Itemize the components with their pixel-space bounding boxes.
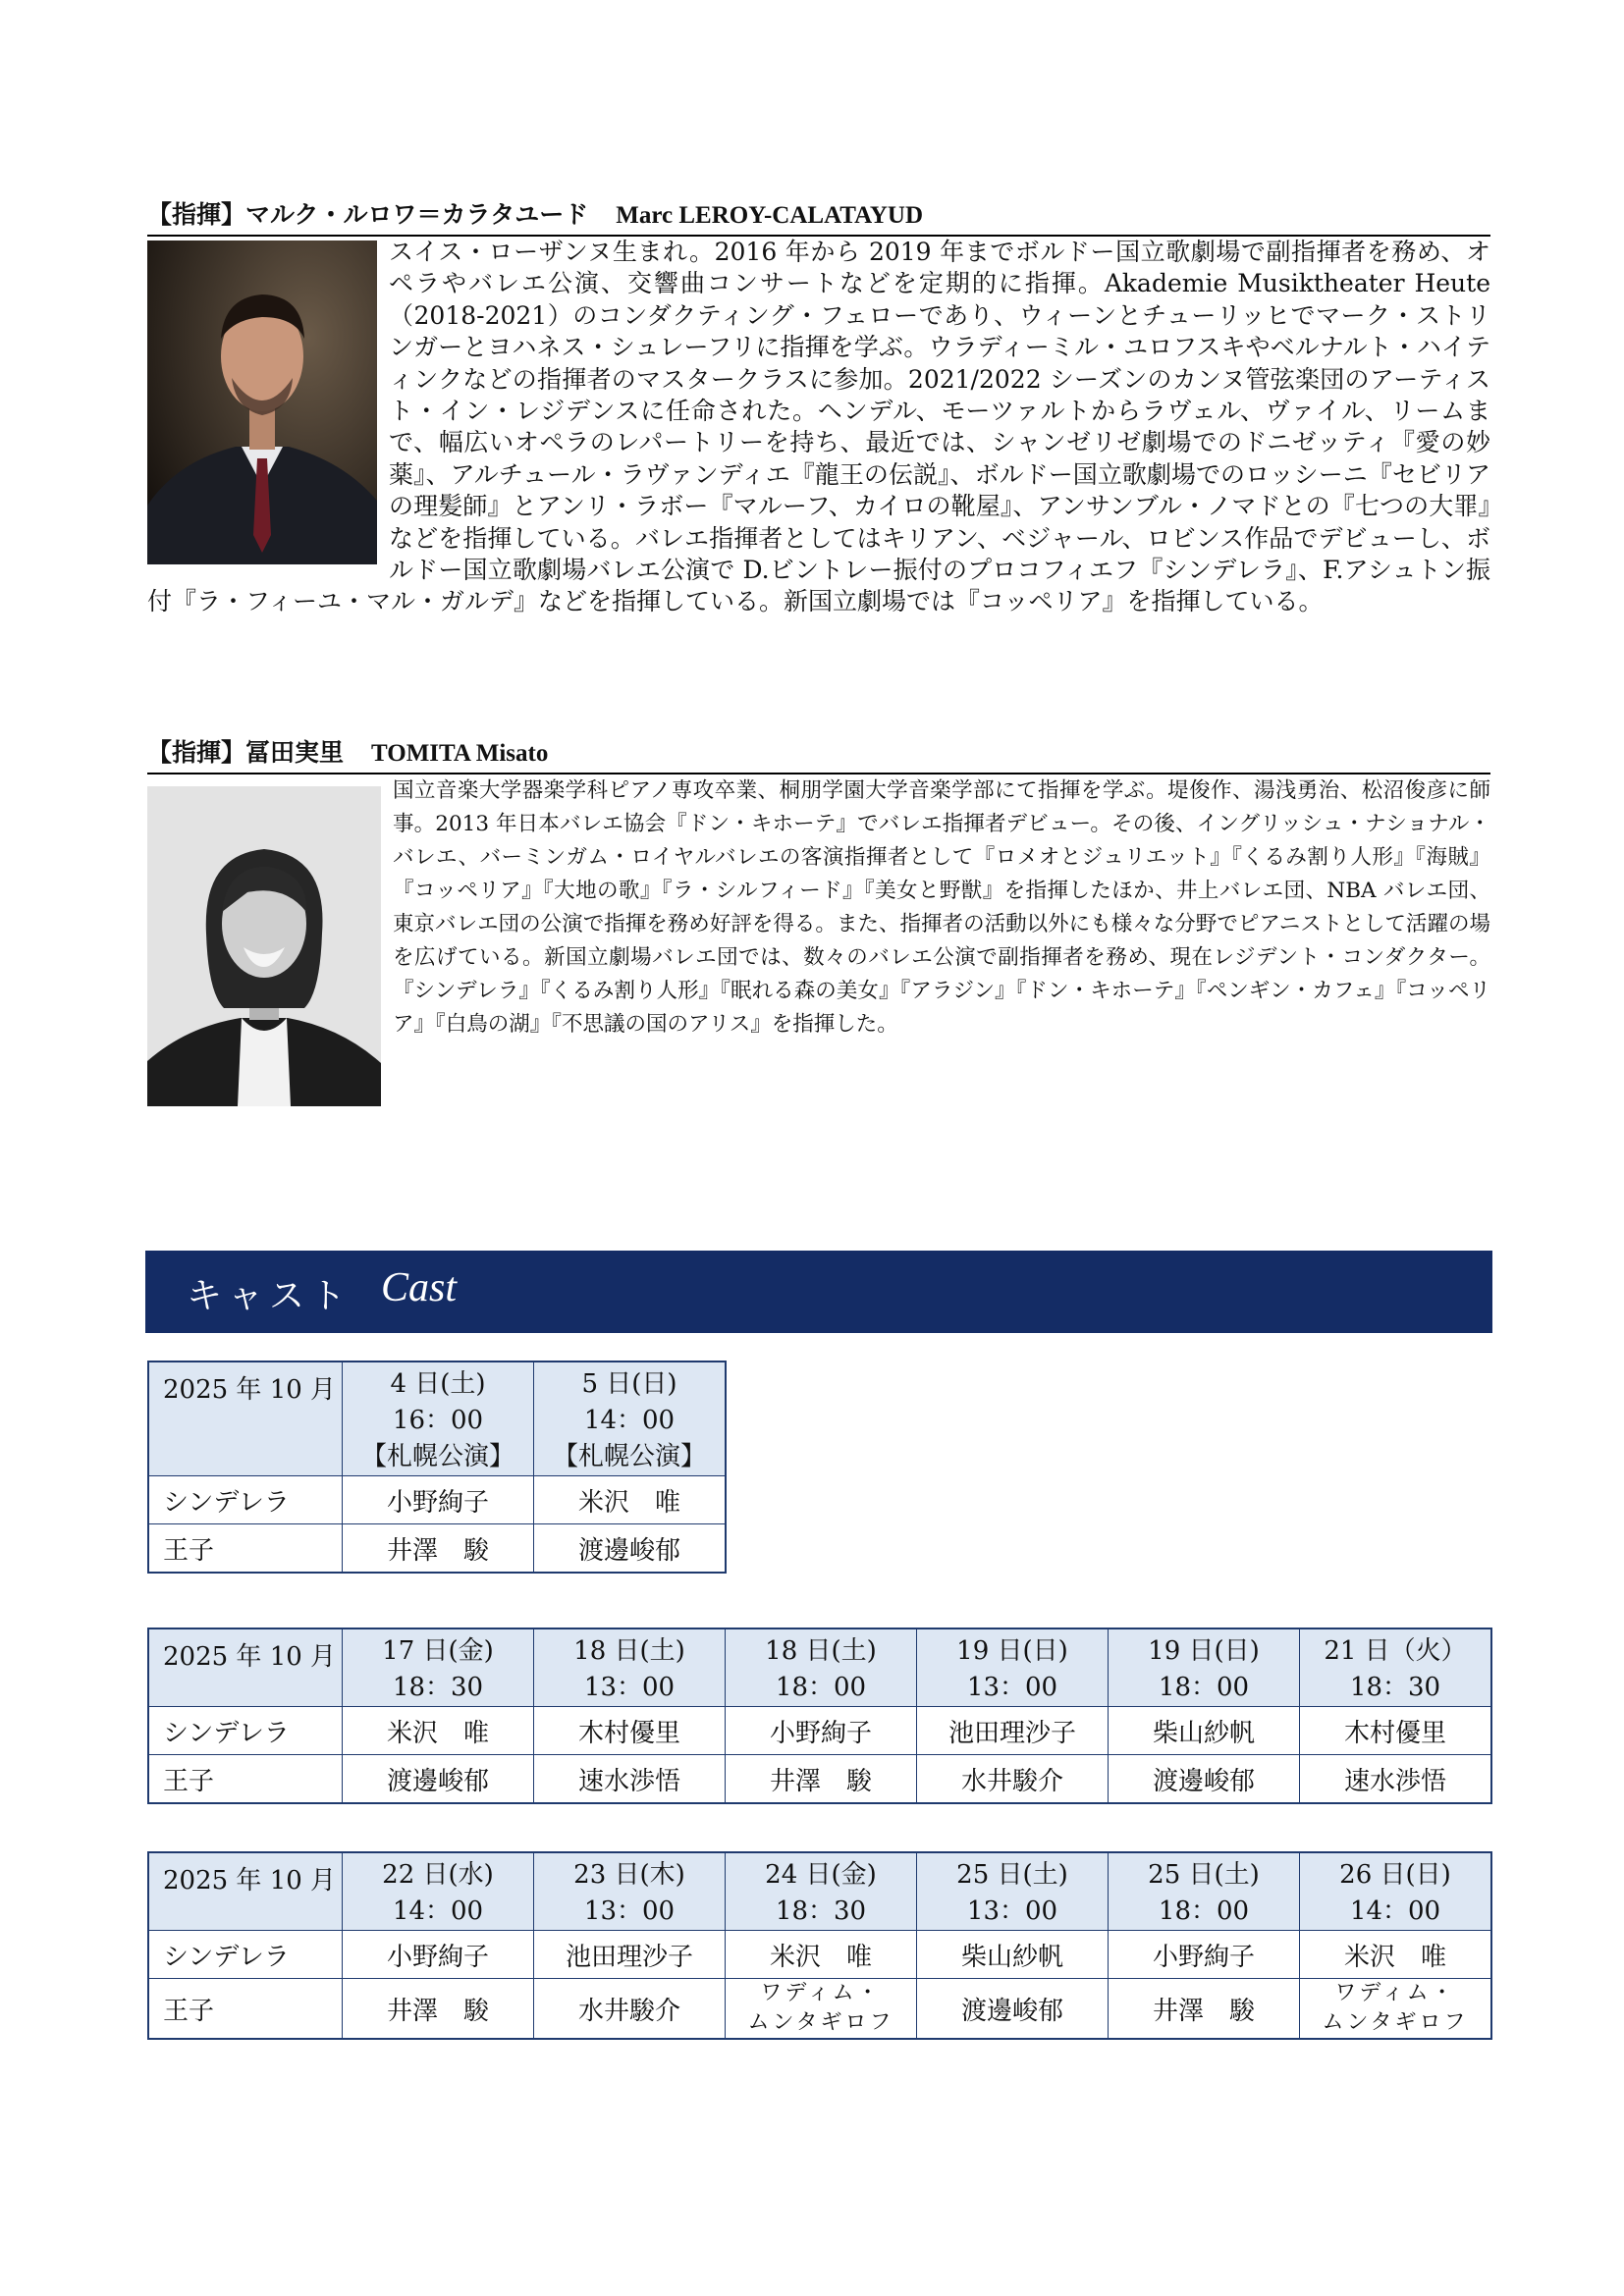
dancer-name: 米沢 唯 bbox=[534, 1476, 727, 1524]
dancer-name: 小野絢子 bbox=[726, 1707, 917, 1755]
performance-time: 18：00 bbox=[1158, 1896, 1250, 1926]
dancer-name: 小野絢子 bbox=[343, 1931, 534, 1979]
performance-day: 18 日(土) bbox=[573, 1636, 685, 1666]
performance-date bbox=[343, 1629, 534, 1707]
cast-table-header-row bbox=[148, 1629, 1491, 1707]
dancer-name: 水井駿介 bbox=[917, 1755, 1109, 1804]
performance-time: 18：00 bbox=[1158, 1673, 1250, 1702]
role-name: 王子 bbox=[148, 1755, 343, 1804]
month-label: 2025 年 10 月 bbox=[148, 1629, 343, 1707]
dancer-name-part: ワディム・ bbox=[760, 1981, 882, 2005]
month-label: 2025 年 10 月 bbox=[148, 1852, 343, 1931]
performance-day: 19 日(日) bbox=[956, 1636, 1068, 1666]
dancer-name: 木村優里 bbox=[534, 1707, 726, 1755]
performance-date bbox=[917, 1852, 1109, 1931]
role-name: シンデレラ bbox=[148, 1931, 343, 1979]
dancer-name bbox=[726, 1979, 917, 2040]
dancer-name: 小野絢子 bbox=[343, 1476, 534, 1524]
dancer-name: 速水渉悟 bbox=[1300, 1755, 1492, 1804]
conductor-bio-leroy bbox=[147, 200, 1490, 618]
cinderella-row bbox=[148, 1476, 726, 1524]
dancer-name: 井澤 駿 bbox=[343, 1524, 534, 1574]
dancer-name: 渡邊峻郁 bbox=[917, 1979, 1109, 2040]
performance-time: 18：30 bbox=[392, 1673, 484, 1702]
performance-day: 24 日(金) bbox=[765, 1860, 877, 1890]
performance-date bbox=[343, 1852, 534, 1931]
performance-day: 4 日(土) bbox=[390, 1369, 486, 1399]
dancer-name: 渡邊峻郁 bbox=[1109, 1755, 1300, 1804]
performance-date bbox=[534, 1852, 726, 1931]
cast-table-header-row bbox=[148, 1852, 1491, 1931]
conductor-name-jp: 冨田実里 bbox=[245, 738, 345, 767]
prince-row bbox=[148, 1979, 1491, 2040]
cinderella-row bbox=[148, 1931, 1491, 1979]
dancer-name: 渡邊峻郁 bbox=[534, 1524, 727, 1574]
performance-day: 23 日(木) bbox=[573, 1860, 685, 1890]
dancer-name: 渡邊峻郁 bbox=[343, 1755, 534, 1804]
conductor-name-jp: マルク・ルロワ＝カラタユード bbox=[245, 200, 589, 229]
role-name: シンデレラ bbox=[148, 1476, 343, 1524]
conductor-photo bbox=[147, 786, 381, 1106]
role-name: 王子 bbox=[148, 1979, 343, 2040]
dancer-name-part: ムンタギロフ bbox=[747, 2010, 894, 2035]
performance-day: 21 日（火） bbox=[1324, 1636, 1467, 1666]
performance-time: 18：00 bbox=[775, 1673, 867, 1702]
role-name: 王子 bbox=[148, 1524, 343, 1574]
performance-time: 13：00 bbox=[583, 1673, 676, 1702]
performance-time: 14：00 bbox=[583, 1406, 676, 1435]
prince-row bbox=[148, 1524, 726, 1574]
performance-note: 【札幌公演】 bbox=[360, 1442, 514, 1471]
role-label: 【指揮】 bbox=[147, 200, 246, 229]
performance-time: 18：30 bbox=[1349, 1673, 1441, 1702]
conductor-heading bbox=[147, 200, 1490, 237]
performance-date bbox=[917, 1629, 1109, 1707]
performance-time: 13：00 bbox=[583, 1896, 676, 1926]
dancer-name: 池田理沙子 bbox=[534, 1931, 726, 1979]
performance-day: 5 日(日) bbox=[581, 1369, 677, 1399]
performance-day: 22 日(水) bbox=[382, 1860, 494, 1890]
cast-title-en: Cast bbox=[381, 1265, 458, 1310]
cast-title-jp: キャスト bbox=[187, 1276, 352, 1316]
performance-date bbox=[1300, 1629, 1492, 1707]
conductor-photo bbox=[147, 240, 377, 564]
cinderella-row bbox=[148, 1707, 1491, 1755]
dancer-name: 柴山紗帆 bbox=[917, 1931, 1109, 1979]
role-label: 【指揮】 bbox=[147, 738, 246, 767]
role-name: シンデレラ bbox=[148, 1707, 343, 1755]
conductor-name-en: TOMITA Misato bbox=[371, 740, 549, 767]
dancer-name bbox=[1300, 1979, 1492, 2040]
dancer-name: 木村優里 bbox=[1300, 1707, 1492, 1755]
conductor-bio-tomita bbox=[147, 738, 1490, 1106]
performance-time: 18：30 bbox=[775, 1896, 867, 1926]
performance-time: 13：00 bbox=[966, 1673, 1058, 1702]
conductor-name-en: Marc LEROY-CALATAYUD bbox=[616, 202, 924, 229]
dancer-name: 井澤 駿 bbox=[726, 1755, 917, 1804]
performance-date bbox=[343, 1362, 534, 1476]
performance-day: 25 日(土) bbox=[1148, 1860, 1260, 1890]
dancer-name: 米沢 唯 bbox=[1300, 1931, 1492, 1979]
performance-time: 13：00 bbox=[966, 1896, 1058, 1926]
performance-date bbox=[1109, 1852, 1300, 1931]
dancer-name: 米沢 唯 bbox=[343, 1707, 534, 1755]
performance-date bbox=[534, 1629, 726, 1707]
performance-time: 14：00 bbox=[392, 1896, 484, 1926]
dancer-name: 柴山紗帆 bbox=[1109, 1707, 1300, 1755]
dancer-name: 井澤 駿 bbox=[343, 1979, 534, 2040]
cast-table-week2 bbox=[147, 1851, 1492, 2040]
performance-day: 19 日(日) bbox=[1148, 1636, 1260, 1666]
dancer-name: 米沢 唯 bbox=[726, 1931, 917, 1979]
dancer-name-part: ムンタギロフ bbox=[1322, 2010, 1469, 2035]
performance-date bbox=[1109, 1629, 1300, 1707]
performance-date bbox=[534, 1362, 727, 1476]
performance-date bbox=[726, 1852, 917, 1931]
conductor-bio-text: 国立音楽大学器楽学科ピアノ専攻卒業、桐朋学園大学音楽学部にて指揮を学ぶ。堤俊作、湯浅勇治、松沼俊彦に師事。2013 年日本バレエ協会『ドン・キホーテ』でバレエ指揮者デビュー。その後、イングリッシュ・ナショナル・バレエ、バーミンガム・ロイヤルバレエの客演指揮者として『ロメオとジュリエット』『くるみ割り人形』『海賊』『コッペリア』『大地の歌』『ラ・シルフィード』『美女と野獣』を指揮したほか、井上バレエ団、NBA バレエ団、東京バレエ団の公演で指揮を務め好評を得る。また、指揮者の活動以外にも様々な分野でピアニストとして活躍の場を広げている。新国立劇場バレエ団では、数々のバレエ公演で副指揮者を務め、現在レジデント・コンダクター。『シンデレラ』『くるみ割り人形』『眠れる森の美女』『アラジン』『ドン・キホーテ』『ペンギン・カフェ』『コッペリア』『白鳥の湖』『不思議の国のアリス』を指揮した。 bbox=[393, 778, 1490, 1037]
dancer-name: 池田理沙子 bbox=[917, 1707, 1109, 1755]
cast-table-sapporo bbox=[147, 1361, 727, 1574]
performance-note: 【札幌公演】 bbox=[552, 1442, 706, 1471]
dancer-name: 小野絢子 bbox=[1109, 1931, 1300, 1979]
conductor-bio-text: スイス・ローザンヌ生まれ。2016 年から 2019 年までボルドー国立歌劇場で副指揮者を務め、オペラやバレエ公演、交響曲コンサートなどを定期的に指揮。Akademie Musiktheater Heute（2018-2021）のコンダクティング・フェローであり、ウィーンとチューリッヒでマーク・ストリンガーとヨハネス・シュレーフリに指揮を学ぶ。ウラディーミル・ユロフスキやベルナルト・ハイティンクなどの指揮者のマスタークラスに参加。2021/2022 シーズンのカンヌ管弦楽団のアーティスト・イン・レジデンスに任命された。ヘンデル、モーツァルトからラヴェル、ヴァイル、リームまで、幅広いオペラのレパートリーを持ち、最近では、シャンゼリゼ劇場でのドニゼッティ『愛の妙薬』、アルチュール・ラヴァンディエ『龍王の伝説』、ボルドー国立歌劇場でのロッシーニ『セビリアの理髪師』とアンリ・ラボー『マルーフ、カイロの靴屋』、アンサンブル・ノマドとの『七つの大罪』などを指揮している。バレエ指揮者としてはキリアン、ベジャール、ロビンス作品でデビューし、ボルドー国立歌劇場バレエ公演で D.ビントレー振付のプロコフィエフ『シンデレラ』、F.アシュトン振付『ラ・フィーユ・マル・ガルデ』などを指揮している。新国立劇場では『コッペリア』を指揮している。 bbox=[147, 238, 1490, 616]
dancer-name: 水井駿介 bbox=[534, 1979, 726, 2040]
cast-table-header-row bbox=[148, 1362, 726, 1476]
performance-day: 25 日(土) bbox=[956, 1860, 1068, 1890]
dancer-name-part: ワディム・ bbox=[1334, 1981, 1456, 2005]
performance-time: 16：00 bbox=[392, 1406, 484, 1435]
performance-day: 18 日(土) bbox=[765, 1636, 877, 1666]
conductor-heading bbox=[147, 738, 1490, 774]
prince-row bbox=[148, 1755, 1491, 1804]
dancer-name: 井澤 駿 bbox=[1109, 1979, 1300, 2040]
performance-day: 17 日(金) bbox=[382, 1636, 494, 1666]
dancer-name: 速水渉悟 bbox=[534, 1755, 726, 1804]
performance-time: 14：00 bbox=[1349, 1896, 1441, 1926]
performance-date bbox=[726, 1629, 917, 1707]
performance-day: 26 日(日) bbox=[1339, 1860, 1451, 1890]
cast-table-week1 bbox=[147, 1628, 1492, 1804]
performance-date bbox=[1300, 1852, 1492, 1931]
cast-section-header bbox=[145, 1251, 1492, 1333]
month-label: 2025 年 10 月 bbox=[148, 1362, 343, 1476]
